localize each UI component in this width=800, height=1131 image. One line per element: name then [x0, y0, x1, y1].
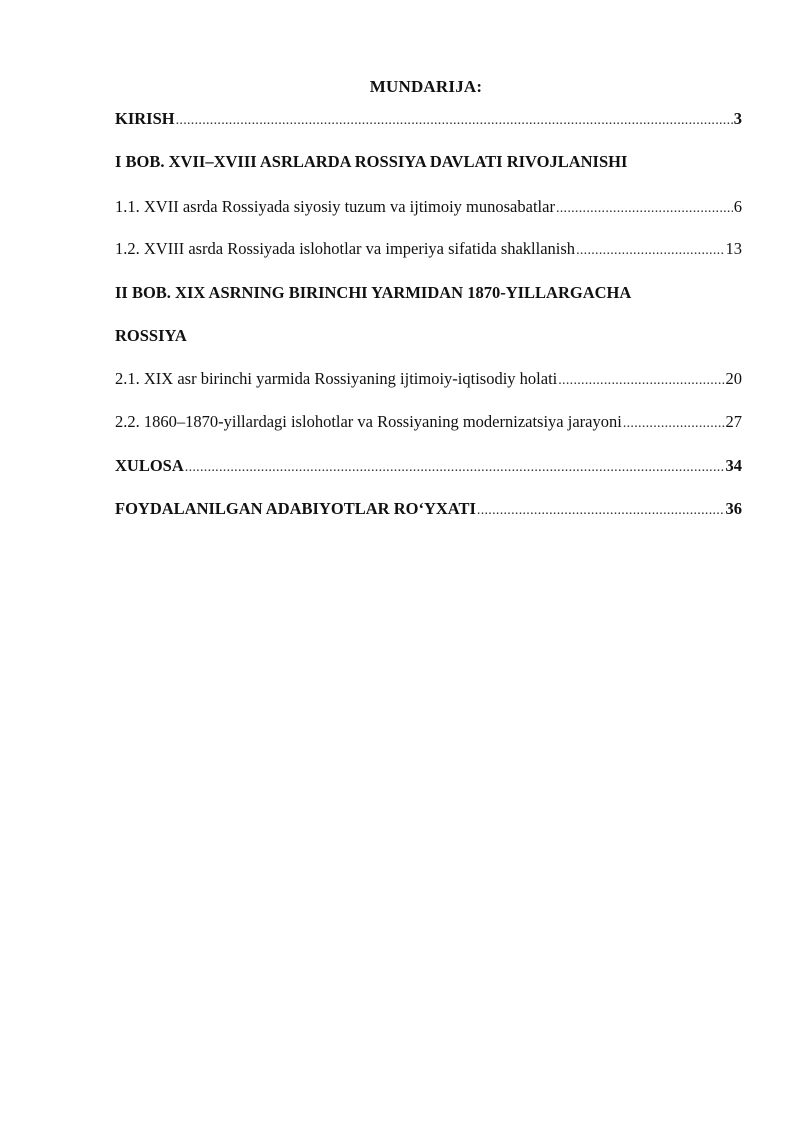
toc-page-number: 13 [725, 239, 742, 258]
toc-entry-text: FOYDALANILGAN ADABIYOTLAR RO‘YXATI [115, 499, 476, 518]
toc-entry-text: 1.1. XVII asrda Rossiyada siyosiy tuzum va ijtimoiy munosabatlar [115, 197, 555, 216]
toc-entry-text: 2.1. XIX asr birinchi yarmida Rossiyaning ijtimoiy-iqtisodiy holati [115, 369, 558, 388]
toc-entry-2-2 [115, 411, 742, 435]
toc-chapter-2-heading-continued [115, 325, 742, 347]
toc-leader-dots [556, 198, 733, 220]
toc-entry-references [115, 498, 742, 522]
toc-leader-dots [623, 413, 725, 435]
toc-page-number: 36 [725, 499, 742, 518]
toc-entry-1-2 [115, 238, 742, 262]
toc-title: MUNDARIJA: [369, 77, 483, 96]
toc-entry-1-1 [115, 196, 742, 220]
toc-chapter-1-heading [115, 151, 742, 173]
toc-leader-dots [558, 370, 724, 392]
toc-leader-dots [176, 110, 733, 132]
toc-page-number: 20 [725, 369, 742, 388]
toc-entry-text: KIRISH [115, 109, 175, 128]
toc-chapter-2-heading [115, 282, 742, 304]
toc-entry-xulosa [115, 455, 742, 479]
toc-page-number: 6 [733, 197, 742, 216]
toc-page-number: 34 [725, 456, 742, 475]
toc-entry-text: II BOB. XIX ASRNING BIRINCHI YARMIDAN 1870-YILLARGACHA [115, 283, 632, 302]
toc-leader-dots [576, 240, 724, 262]
toc-leader-dots [477, 500, 725, 522]
toc-entry-text: XULOSA [115, 456, 184, 475]
toc-page-number: 27 [725, 412, 742, 431]
toc-entry-text: I BOB. XVII–XVIII ASRLARDA ROSSIYA DAVLATI RIVOJLANISHI [115, 152, 628, 171]
toc-page-number: 3 [733, 109, 742, 128]
toc-entry-2-1 [115, 368, 742, 392]
toc-entry-text: 1.2. XVIII asrda Rossiyada islohotlar va imperiya sifatida shakllanish [115, 239, 576, 258]
toc-entry-text: ROSSIYA [115, 326, 187, 345]
toc-entry-text: 2.2. 1860–1870-yillardagi islohotlar va Rossiyaning modernizatsiya jarayoni [115, 412, 622, 431]
toc-leader-dots [185, 457, 725, 479]
toc-entry-kirish [115, 108, 742, 132]
